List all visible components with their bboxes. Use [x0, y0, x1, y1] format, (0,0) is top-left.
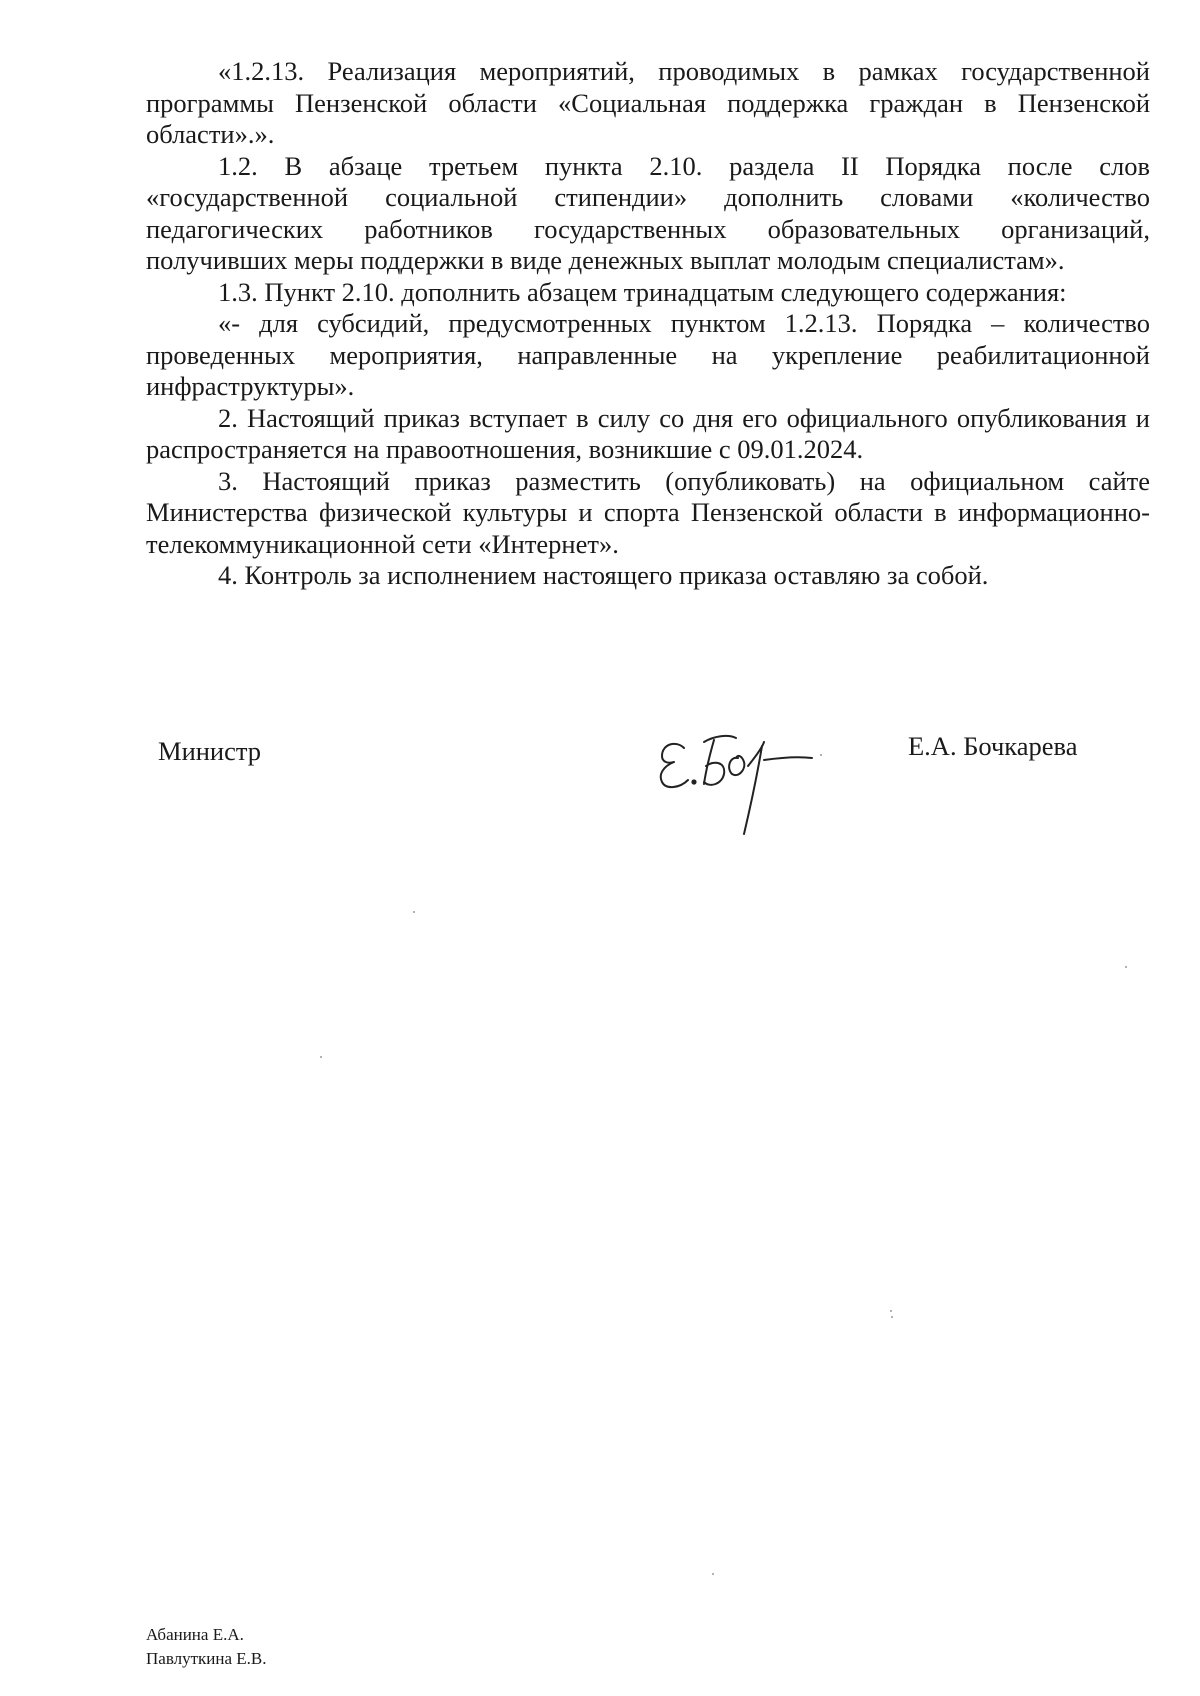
executor-name: Павлуткина Е.В. — [146, 1649, 267, 1668]
executors-list — [146, 1623, 267, 1671]
paragraph-1-2: 1.2. В абзаце третьем пункта 2.10. раздела II Порядка после слов «государственной социальной стипендии» дополнить словами «количество педагогических работников государственных образовательных организаций, получивших меры поддержки в виде денежных выплат молодым специалистам». — [146, 150, 1150, 275]
handwritten-signature — [652, 720, 828, 846]
paragraph-4: 4. Контроль за исполнением настоящего приказа оставляю за собой. — [218, 560, 989, 590]
signature-block — [0, 720, 1200, 850]
paragraph-2: 2. Настоящий приказ вступает в силу со дня его официального опубликования и распространяется на правоотношения, возникшие с 09.01.2024. — [146, 402, 1150, 464]
paragraph-3: 3. Настоящий приказ разместить (опубликовать) на официальном сайте Министерства физической культуры и спорта Пензенской области в информационно-телекоммуникационной сети «Интернет». — [146, 465, 1150, 559]
paragraph-1-3: 1.3. Пункт 2.10. дополнить абзацем тринадцатым следующего содержания: — [218, 276, 1067, 307]
paragraph-1-2-13: «1.2.13. Реализация мероприятий, проводимых в рамках государственной программы Пензенской области «Социальная поддержка граждан в Пензенской области».». — [146, 56, 1150, 149]
signatory-position: Министр — [158, 736, 262, 766]
paragraph-1-3-quote: «- для субсидий, предусмотренных пунктом 1.2.13. Порядка – количество проведенных мероприятия, направленные на укрепление реабилитационной инфраструктуры». — [146, 308, 1150, 401]
document-body — [146, 56, 1150, 592]
executor-name: Абанина Е.А. — [146, 1625, 244, 1644]
signatory-name: Е.А. Бочкарева — [908, 731, 1078, 761]
